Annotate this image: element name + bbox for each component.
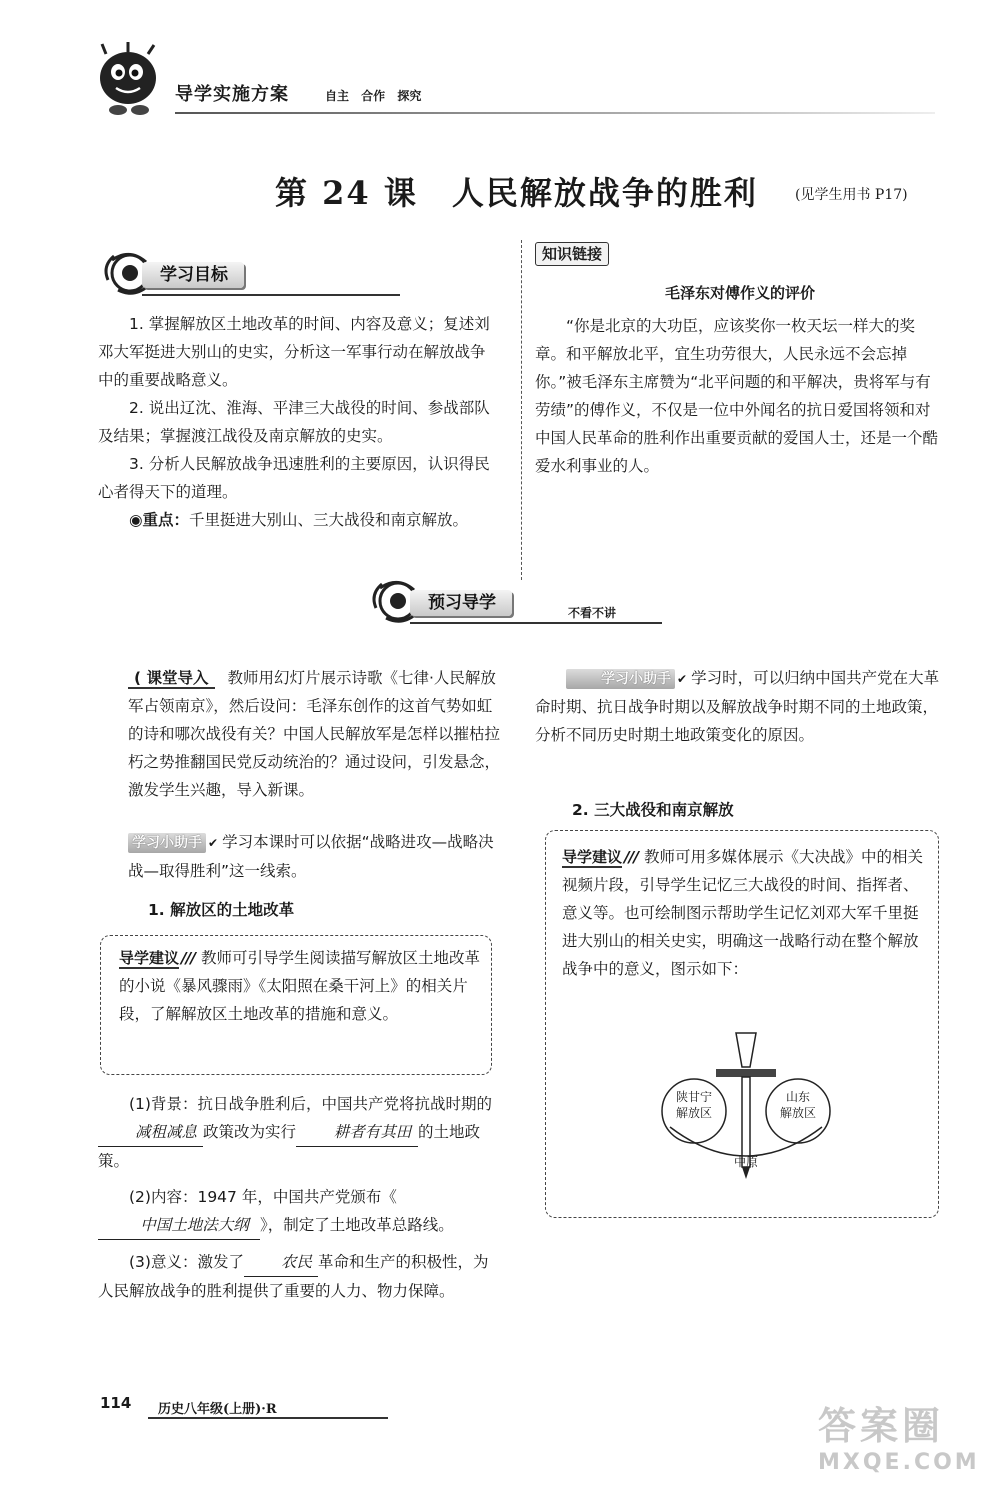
helper-tag: 学习小助手	[128, 833, 206, 853]
preview-badge-underline	[410, 622, 662, 624]
helper-text: 学习本课时可以依据“战略进攻—战略决战—取得胜利”这一线索。	[128, 833, 494, 880]
meaning-text: (3)意义：激发了	[129, 1253, 244, 1271]
goals-badge-label: 学习目标	[142, 262, 244, 288]
check-icon: ✔	[677, 672, 688, 686]
header-subtitle: 自主 合作 探究	[325, 89, 422, 103]
answer-fill: 中国土地法大纲	[98, 1211, 260, 1240]
bg-text: (1)背景：抗日战争胜利后，中国共产党将抗战时期的	[129, 1095, 492, 1113]
land-reform-content	[98, 1183, 502, 1240]
knowledge-text: “你是北京的大功臣，应该奖你一枚天坛一样大的奖章。和平解放北平，宜生功劳很大，人民永远不会忘掉你。”被毛泽东主席赞为“北平问题的和平解决，贵将军与有劳绩”的傅作义，不仅是一位中外闻名的抗日爱国将领和对中国人民革命的胜利作出重要贡献的爱国人士，还是一个酷爱水利事业的人。	[535, 317, 939, 475]
diagram-left-label	[668, 1089, 720, 1121]
diagram-right-line2: 解放区	[779, 1106, 816, 1120]
slashes-decoration: ///	[181, 949, 195, 967]
bg-text: 政策改为实行	[203, 1123, 297, 1141]
knowledge-section	[535, 312, 945, 480]
book-title: 历史八年级(上册)·R	[158, 1402, 277, 1417]
key-text: 千里挺进大别山、三大战役和南京解放。	[189, 511, 469, 529]
preview-badge	[368, 578, 668, 624]
lesson-reference: (见学生用书 P17)	[795, 187, 908, 203]
helper-note-2	[535, 664, 945, 749]
intro-tag: ( 课堂导入	[128, 669, 215, 689]
helper-tag: 学习小助手	[566, 669, 675, 689]
watermark	[818, 1395, 980, 1475]
diagram-right-line1: 山东	[785, 1090, 810, 1104]
key-label: ◉重点：	[129, 511, 190, 529]
column-divider	[521, 240, 522, 580]
classroom-intro	[128, 664, 502, 804]
land-reform-section	[98, 1090, 502, 1305]
goals-badge	[100, 250, 310, 296]
watermark-bottom: MXQE.COM	[818, 1450, 980, 1475]
footer-rule	[148, 1417, 388, 1419]
goal-item: 1. 掌握解放区土地改革的时间、内容及意义；复述刘邓大军挺进大别山的史实，分析这一军事行动在解放战争中的重要战略意义。	[98, 315, 490, 389]
diagram-left-line1: 陕甘宁	[675, 1090, 712, 1104]
land-reform-meaning	[98, 1248, 502, 1305]
goals-badge-underline	[142, 294, 400, 296]
intro-text: 教师用幻灯片展示诗歌《七律·人民解放军占领南京》，然后设问：毛泽东创作的这首气势如虹的诗和哪次战役有关？中国人民解放军是怎样以摧枯拉朽之势推翻国民党反动统治的？通过设问，引发悬念，激发学生兴趣，导入新课。	[128, 669, 501, 799]
guide-box-2	[545, 830, 939, 1218]
page-number: 114	[100, 1394, 132, 1412]
goal-item: 3. 分析人民解放战争迅速胜利的主要原因，认识得民心者得天下的道理。	[98, 455, 490, 501]
guide-text: 教师可引导学生阅读描写解放区土地改革的小说《暴风骤雨》《太阳照在桑干河上》的相关片段，了解解放区土地改革的措施和意义。	[119, 949, 481, 1023]
helper-text: 学习时，可以归纳中国共产党在大革命时期、抗日战争时期以及解放战争时期不同的土地政策，分析不同历史时期土地政策变化的原因。	[535, 669, 940, 744]
diagram-right-label	[772, 1089, 824, 1121]
goal-item: 2. 说出辽沈、淮海、平津三大战役的时间、参战部队及结果；掌握渡江战役及南京解放的史实。	[98, 399, 490, 445]
answer-fill: 农民	[244, 1248, 318, 1277]
preview-badge-label: 预习导学	[410, 590, 512, 616]
helper-note-1	[128, 828, 502, 885]
diagram-left-line2: 解放区	[675, 1106, 712, 1120]
section-heading: 1. 解放区的土地改革	[148, 901, 295, 919]
knowledge-title: 毛泽东对傅作义的评价	[664, 284, 815, 302]
knowledge-badge-label: 知识链接	[535, 242, 609, 266]
answer-fill: 耕者有其田	[296, 1118, 418, 1147]
guide-tag: 导学建议	[562, 848, 623, 866]
land-reform-background	[98, 1090, 502, 1175]
lesson-title: 第 24 课 人民解放战争的胜利	[275, 174, 758, 212]
diagram-bottom-label: 中原	[733, 1155, 758, 1169]
guide-text: 教师可用多媒体展示《大决战》中的相关视频片段，引导学生记忆三大战役的时间、指挥者、意义等。也可绘制图示帮助学生记忆刘邓大军千里挺进大别山的相关史实，明确这一战略行动在整个解放战争中的意义，图示如下：	[562, 848, 924, 978]
header-title: 导学实施方案	[175, 84, 289, 105]
answer-fill: 减租减息	[98, 1118, 203, 1147]
intro-tag-label: 课堂导入	[146, 669, 209, 687]
guide-tag: 导学建议	[119, 949, 180, 967]
guide-box-1	[100, 935, 492, 1075]
mascot-logo-icon	[88, 40, 168, 120]
slashes-decoration: ///	[624, 848, 638, 866]
watermark-top: 答案圈	[818, 1404, 945, 1448]
check-icon: ✔	[208, 836, 219, 850]
goals-section	[98, 310, 500, 534]
content-text: (2)内容：1947 年，中国共产党颁布《	[129, 1188, 397, 1206]
content-text: 》，制定了土地改革总路线。	[260, 1216, 454, 1234]
preview-badge-sub: 不看不讲	[568, 606, 617, 620]
knowledge-badge	[535, 242, 609, 266]
goal-key-points	[98, 506, 500, 534]
bg-text: 的土地政策。	[98, 1123, 481, 1170]
header-rule	[175, 112, 935, 114]
meaning-text: 革命和生产的积极性，为人民解放战争的胜利提供了重要的人力、物力保障。	[98, 1253, 489, 1300]
section-heading: 2. 三大战役和南京解放	[572, 801, 734, 819]
